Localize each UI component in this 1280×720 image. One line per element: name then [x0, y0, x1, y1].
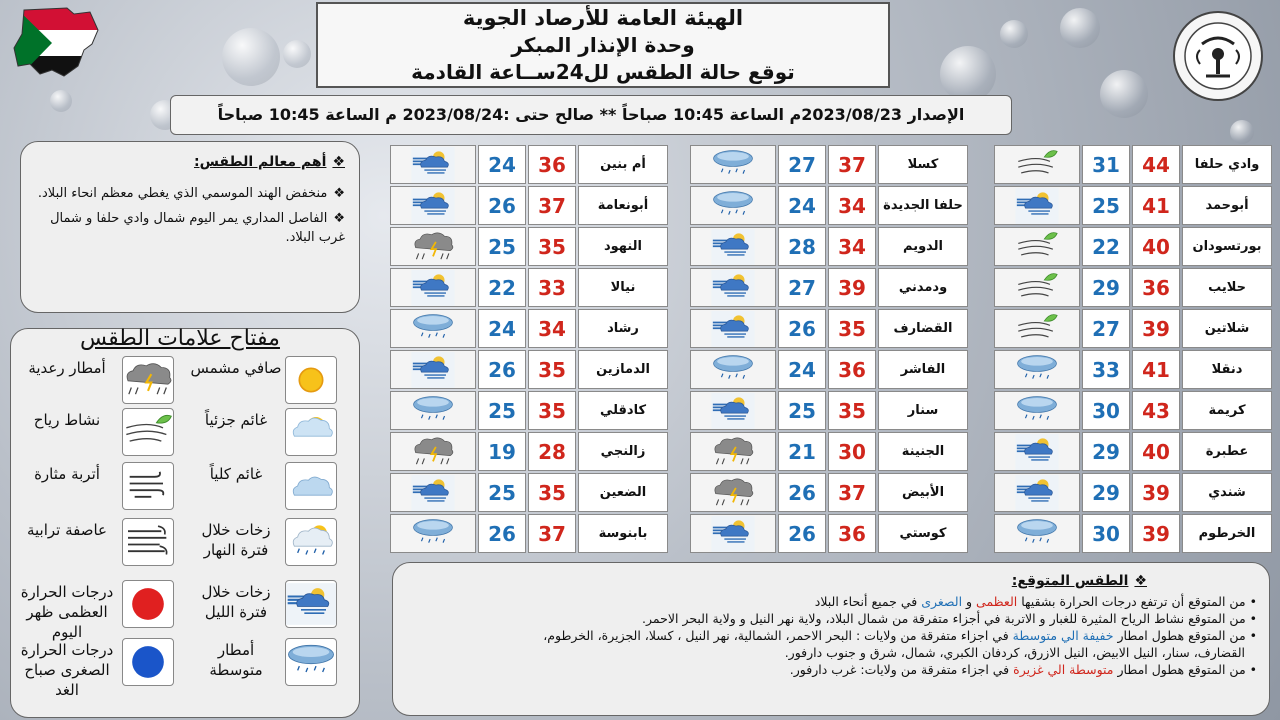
min-temp-cell: 22 — [478, 268, 526, 307]
city-name-cell: النهود — [578, 227, 668, 266]
min-temp-cell: 27 — [778, 268, 826, 307]
max-temp-cell: 28 — [528, 432, 576, 471]
city-name-cell: حلايب — [1182, 268, 1272, 307]
max-temp-cell: 39 — [1132, 514, 1180, 553]
weather-key-label: زخات خلال فترة الليل — [201, 583, 271, 621]
bullet-icon: ❖ — [1134, 573, 1147, 589]
max-temp-cell: 36 — [828, 350, 876, 389]
bullet-icon: ❖ — [333, 186, 345, 201]
max-temp-cell: 40 — [1132, 432, 1180, 471]
water-drop — [50, 90, 72, 112]
meteorological-authority-logo-icon — [1172, 10, 1264, 102]
issue-validity-bar: الإصدار 2023/08/23م الساعة 10:45 صباحاً ** صالح حتى :2023/08/24 م الساعة 10:45 صباحاً — [170, 95, 1012, 135]
city-name-cell: شلاتين — [1182, 309, 1272, 348]
wind-icon — [122, 408, 174, 456]
city-name-cell: الدمازين — [578, 350, 668, 389]
min-temp-cell: 30 — [1082, 514, 1130, 553]
night-icon — [690, 227, 776, 266]
night-icon — [994, 432, 1080, 471]
max-temp-cell: 39 — [828, 268, 876, 307]
night-icon — [994, 186, 1080, 225]
city-name-cell: الدويم — [878, 227, 968, 266]
city-name-cell: كريمة — [1182, 391, 1272, 430]
cloudy-icon — [285, 462, 337, 510]
city-name-cell: الأبيض — [878, 473, 968, 512]
bullet-icon: • — [1245, 594, 1257, 609]
bullet-icon: ❖ — [333, 211, 345, 226]
min-temp-cell: 33 — [1082, 350, 1130, 389]
max-temp-cell: 37 — [828, 473, 876, 512]
max-temp-cell: 35 — [828, 391, 876, 430]
wind-icon — [994, 145, 1080, 184]
max-temp-cell: 35 — [828, 309, 876, 348]
water-drop — [222, 28, 280, 86]
wind-icon — [994, 227, 1080, 266]
min-temp-cell: 26 — [478, 514, 526, 553]
water-drop — [940, 46, 996, 102]
city-name-cell: كوستي — [878, 514, 968, 553]
max-temp-cell: 36 — [1132, 268, 1180, 307]
max-temp-cell: 36 — [828, 514, 876, 553]
weather-key-title: مفتاح علامات الطقس — [80, 326, 280, 351]
dust-icon — [122, 462, 174, 510]
city-name-cell: القضارف — [878, 309, 968, 348]
night-icon — [690, 514, 776, 553]
city-name-cell: سنار — [878, 391, 968, 430]
dust-storm-icon — [122, 518, 174, 566]
max-temp-cell: 35 — [528, 473, 576, 512]
day-showers-icon — [285, 518, 337, 566]
night-icon — [390, 145, 476, 184]
features-title: ❖أهم معالم الطقس: — [193, 154, 345, 170]
weather-key-label: أمطار متوسطة — [209, 641, 263, 679]
night-icon — [690, 309, 776, 348]
city-name-cell: ودمدني — [878, 268, 968, 307]
rain-icon — [690, 350, 776, 389]
max-temp-cell: 35 — [528, 391, 576, 430]
bullet-icon: • — [1245, 611, 1257, 626]
min-temp-cell: 26 — [778, 514, 826, 553]
weather-key-label: صافي مشمس — [190, 359, 282, 377]
city-name-cell: أبونعامة — [578, 186, 668, 225]
expected-weather-box — [392, 562, 1270, 716]
thunder-icon — [690, 432, 776, 471]
water-drop — [1230, 120, 1254, 144]
max-temp-cell: 43 — [1132, 391, 1180, 430]
thunderstorm-icon — [122, 356, 174, 404]
night-icon — [994, 473, 1080, 512]
min-temp-cell: 24 — [778, 350, 826, 389]
features-item: ❖منخفض الهند الموسمي الذي يغطي معظم انحاء البلاد. — [37, 186, 345, 201]
max-temp-cell: 35 — [528, 227, 576, 266]
weather-key-label: عاصفة ترابية — [26, 521, 108, 539]
expected-line: • من المتوقع هطول امطار خفيفة الي متوسطة في اجزاء متفرقة من ولايات : البحر الاحمر، الشمالية، نهر النيل ، كسلا، الجزيرة، الخرطوم، — [543, 628, 1257, 643]
rain-icon — [690, 186, 776, 225]
max-temp-cell: 36 — [528, 145, 576, 184]
min-temp-cell: 27 — [778, 145, 826, 184]
title-line-3: توقع حالة الطقس لل24ســاعة القادمة — [411, 60, 795, 84]
min-temp-cell: 24 — [478, 145, 526, 184]
thunder-icon — [690, 473, 776, 512]
max-temp-cell: 41 — [1132, 350, 1180, 389]
rain-icon — [390, 309, 476, 348]
max-temp-cell: 39 — [1132, 473, 1180, 512]
min-temp-cell: 25 — [1082, 186, 1130, 225]
min-temp-cell: 31 — [1082, 145, 1130, 184]
water-drop — [283, 40, 311, 68]
min-temp-cell: 29 — [1082, 432, 1130, 471]
max-temp-cell: 40 — [1132, 227, 1180, 266]
thunder-icon — [390, 227, 476, 266]
weather-key-label: أتربة مثارة — [34, 465, 100, 483]
weather-key-label: نشاط رياح — [33, 411, 101, 429]
title-line-2: وحدة الإنذار المبكر — [511, 33, 695, 57]
min-temp-cell: 26 — [478, 186, 526, 225]
title-box — [316, 2, 890, 88]
min-temp-cell: 24 — [778, 186, 826, 225]
max-temp-cell: 37 — [528, 186, 576, 225]
sudan-flag-map-icon — [12, 4, 102, 84]
night-icon — [690, 391, 776, 430]
min-temp-icon — [122, 638, 174, 686]
rain-icon — [994, 514, 1080, 553]
rain-icon — [690, 145, 776, 184]
expected-line: القضارف، سنار، النيل الابيض، النيل الازرق، كردفان الكبري، شمال، شرق و جنوب دارفور. — [784, 645, 1245, 660]
city-name-cell: الخرطوم — [1182, 514, 1272, 553]
city-name-cell: زالنجي — [578, 432, 668, 471]
water-drop — [1100, 70, 1148, 118]
min-temp-cell: 19 — [478, 432, 526, 471]
weather-key-label: غائم كلياً — [209, 465, 263, 483]
city-name-cell: الجنينة — [878, 432, 968, 471]
night-icon — [390, 350, 476, 389]
weather-key-label: زخات خلال فترة النهار — [201, 521, 271, 559]
bullet-icon: • — [1245, 662, 1257, 677]
max-temp-cell: 39 — [1132, 309, 1180, 348]
max-temp-cell: 30 — [828, 432, 876, 471]
min-temp-cell: 26 — [778, 473, 826, 512]
city-name-cell: الفاشر — [878, 350, 968, 389]
min-temp-cell: 26 — [778, 309, 826, 348]
city-name-cell: أبوحمد — [1182, 186, 1272, 225]
max-temp-cell: 34 — [828, 227, 876, 266]
bullet-icon: • — [1245, 628, 1257, 643]
expected-title: ❖الطقس المتوقع: — [1011, 573, 1147, 589]
max-temp-cell: 37 — [528, 514, 576, 553]
bullet-icon: ❖ — [332, 154, 345, 170]
min-temp-cell: 25 — [478, 227, 526, 266]
max-temp-cell: 41 — [1132, 186, 1180, 225]
water-drop — [1060, 8, 1100, 48]
rain-icon — [994, 391, 1080, 430]
city-name-cell: عطبرة — [1182, 432, 1272, 471]
rain-icon — [390, 391, 476, 430]
rain-icon — [390, 514, 476, 553]
expected-line: • من المتوقع نشاط الرياح المثيرة للغبار و الاتربة في أجزاء متفرقة من شمال البلاد، ولاية نهر النيل و ولاية البحر الاحمر. — [642, 611, 1257, 626]
expected-line: • من المتوقع هطول امطار متوسطة الي غزيرة في اجزاء متفرقة من ولايات: غرب دارفور. — [789, 662, 1257, 677]
partly-cloudy-icon — [285, 408, 337, 456]
min-temp-cell: 27 — [1082, 309, 1130, 348]
rain-icon — [994, 350, 1080, 389]
city-name-cell: أم بنين — [578, 145, 668, 184]
sun-icon — [285, 356, 337, 404]
night-icon — [390, 473, 476, 512]
night-icon — [390, 268, 476, 307]
wind-icon — [994, 309, 1080, 348]
min-temp-cell: 22 — [1082, 227, 1130, 266]
weather-key-label: درجات الحرارة العظمى ظهر اليوم — [20, 583, 114, 641]
water-drop — [1000, 20, 1028, 48]
city-name-cell: بورتسودان — [1182, 227, 1272, 266]
min-temp-cell: 29 — [1082, 268, 1130, 307]
city-name-cell: نيالا — [578, 268, 668, 307]
city-name-cell: رشاد — [578, 309, 668, 348]
city-name-cell: وادي حلفا — [1182, 145, 1272, 184]
city-name-cell: كسلا — [878, 145, 968, 184]
weather-features-box — [20, 141, 360, 313]
max-temp-cell: 44 — [1132, 145, 1180, 184]
weather-key-label: درجات الحرارة الصغرى صباح الغد — [20, 641, 114, 699]
title-line-1: الهيئة العامة للأرصاد الجوية — [462, 6, 744, 30]
min-temp-cell: 28 — [778, 227, 826, 266]
city-name-cell: دنقلا — [1182, 350, 1272, 389]
max-temp-cell: 34 — [828, 186, 876, 225]
min-temp-cell: 25 — [478, 473, 526, 512]
wind-icon — [994, 268, 1080, 307]
city-name-cell: بابنوسة — [578, 514, 668, 553]
expected-line: • من المتوقع أن ترتفع درجات الحرارة بشقيها العظمى و الصغرى في جميع أنحاء البلاد — [814, 594, 1257, 609]
min-temp-cell: 25 — [778, 391, 826, 430]
max-temp-cell: 33 — [528, 268, 576, 307]
night-showers-icon — [285, 580, 337, 628]
city-name-cell: شندي — [1182, 473, 1272, 512]
city-name-cell: كادقلي — [578, 391, 668, 430]
weather-key-label: أمطار رعدية — [28, 359, 106, 377]
max-temp-cell: 34 — [528, 309, 576, 348]
weather-key-label: غائم جزئياً — [204, 411, 268, 429]
min-temp-cell: 30 — [1082, 391, 1130, 430]
min-temp-cell: 29 — [1082, 473, 1130, 512]
min-temp-cell: 26 — [478, 350, 526, 389]
max-temp-cell: 37 — [828, 145, 876, 184]
city-name-cell: حلفا الجديدة — [878, 186, 968, 225]
min-temp-cell: 21 — [778, 432, 826, 471]
night-icon — [390, 186, 476, 225]
max-temp-cell: 35 — [528, 350, 576, 389]
moderate-rain-icon — [285, 638, 337, 686]
night-icon — [690, 268, 776, 307]
max-temp-icon — [122, 580, 174, 628]
min-temp-cell: 25 — [478, 391, 526, 430]
min-temp-cell: 24 — [478, 309, 526, 348]
city-name-cell: الضعين — [578, 473, 668, 512]
thunder-icon — [390, 432, 476, 471]
features-item: ❖الفاصل المداري يمر اليوم شمال وادي حلفا و شمال غرب البلاد. — [50, 211, 345, 245]
